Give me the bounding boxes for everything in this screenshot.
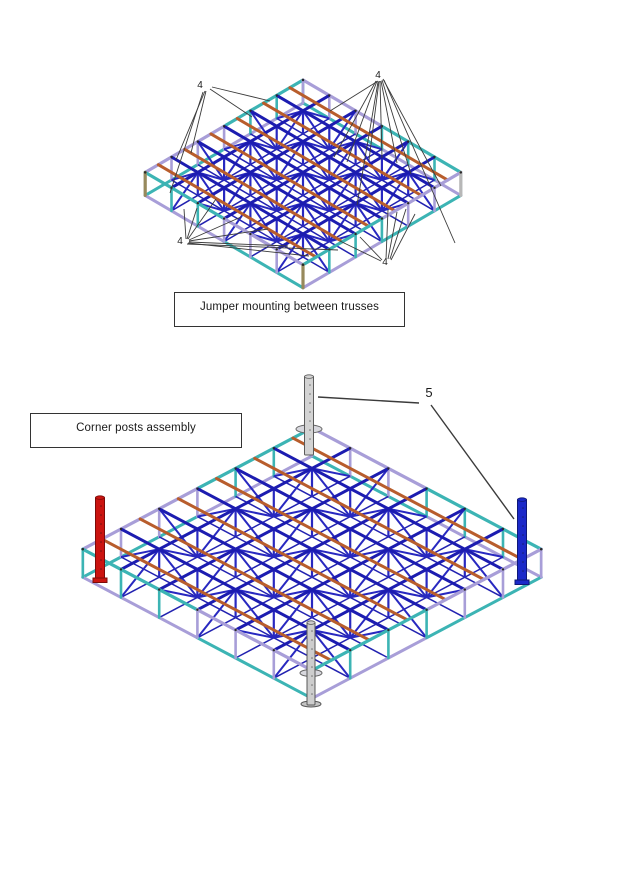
caption-jumper-text: Jumper mounting between trusses (200, 300, 379, 313)
callout-label: 4 (375, 70, 381, 81)
right-corner-post (515, 498, 529, 585)
callout-label: 4 (177, 236, 183, 247)
callout-label: 5 (425, 385, 433, 400)
caption-jumper-mounting (174, 292, 405, 327)
caption-corner-posts (30, 413, 242, 448)
callout-label: 4 (197, 80, 203, 91)
caption-corner-text: Corner posts assembly (76, 421, 196, 434)
jumper-truss-diagram (144, 70, 462, 288)
left-corner-post (93, 496, 107, 583)
callout-label: 4 (382, 257, 388, 268)
